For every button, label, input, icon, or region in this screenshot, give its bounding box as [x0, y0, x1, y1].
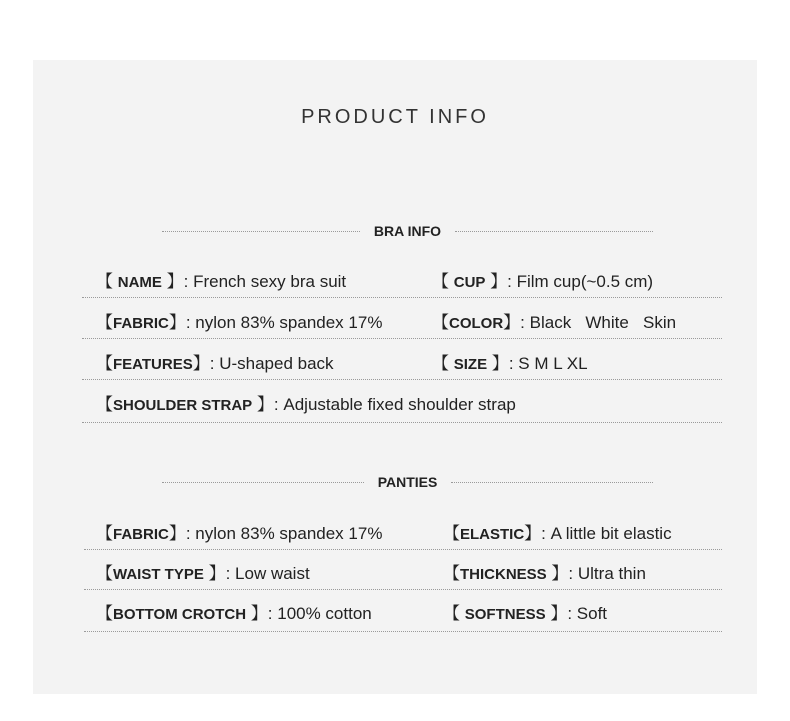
spec-bottom-crotch: 【BOTTOM CROTCH 】: 100% cotton — [96, 604, 372, 623]
spec-thickness: 【THICKNESS 】: Ultra thin — [443, 564, 646, 583]
heading-divider-right — [455, 231, 653, 232]
spec-panties-fabric: 【FABRIC】: nylon 83% spandex 17% — [96, 524, 383, 543]
heading-divider-right — [451, 482, 653, 483]
spec-name: 【 NAME 】: French sexy bra suit — [96, 272, 347, 291]
spec-row-name-cup — [82, 257, 722, 298]
spec-cup: 【 CUP 】: Film cup(~0.5 cm) — [432, 272, 654, 291]
spec-color: 【COLOR】: Black White Skin — [432, 313, 677, 332]
panties-title: PANTIES — [377, 474, 438, 490]
page-title: PRODUCT INFO — [301, 106, 489, 128]
spec-row-fabric-color — [82, 298, 722, 339]
spec-fabric: 【FABRIC】: nylon 83% spandex 17% — [96, 313, 383, 332]
spec-softness: 【 SOFTNESS 】: Soft — [443, 604, 608, 623]
spec-size: 【 SIZE 】: S M L XL — [432, 354, 588, 373]
spec-row-fabric-elastic — [84, 509, 722, 550]
spec-waist-type: 【WAIST TYPE 】: Low waist — [96, 564, 310, 583]
spec-row-crotch-softness — [84, 589, 722, 632]
bra-info-heading — [162, 221, 653, 241]
panties-heading — [162, 472, 653, 492]
heading-divider-left — [162, 231, 360, 232]
spec-elastic: 【ELASTIC】: A little bit elastic — [443, 524, 672, 543]
spec-row-shoulder-strap — [82, 380, 722, 423]
spec-row-waist-thickness — [84, 549, 722, 590]
spec-shoulder-strap: 【SHOULDER STRAP 】: Adjustable fixed shoulder strap — [96, 395, 516, 414]
spec-features: 【FEATURES】: U-shaped back — [96, 354, 334, 373]
heading-divider-left — [162, 482, 364, 483]
spec-row-features-size — [82, 339, 722, 380]
bra-info-title: BRA INFO — [373, 223, 442, 239]
